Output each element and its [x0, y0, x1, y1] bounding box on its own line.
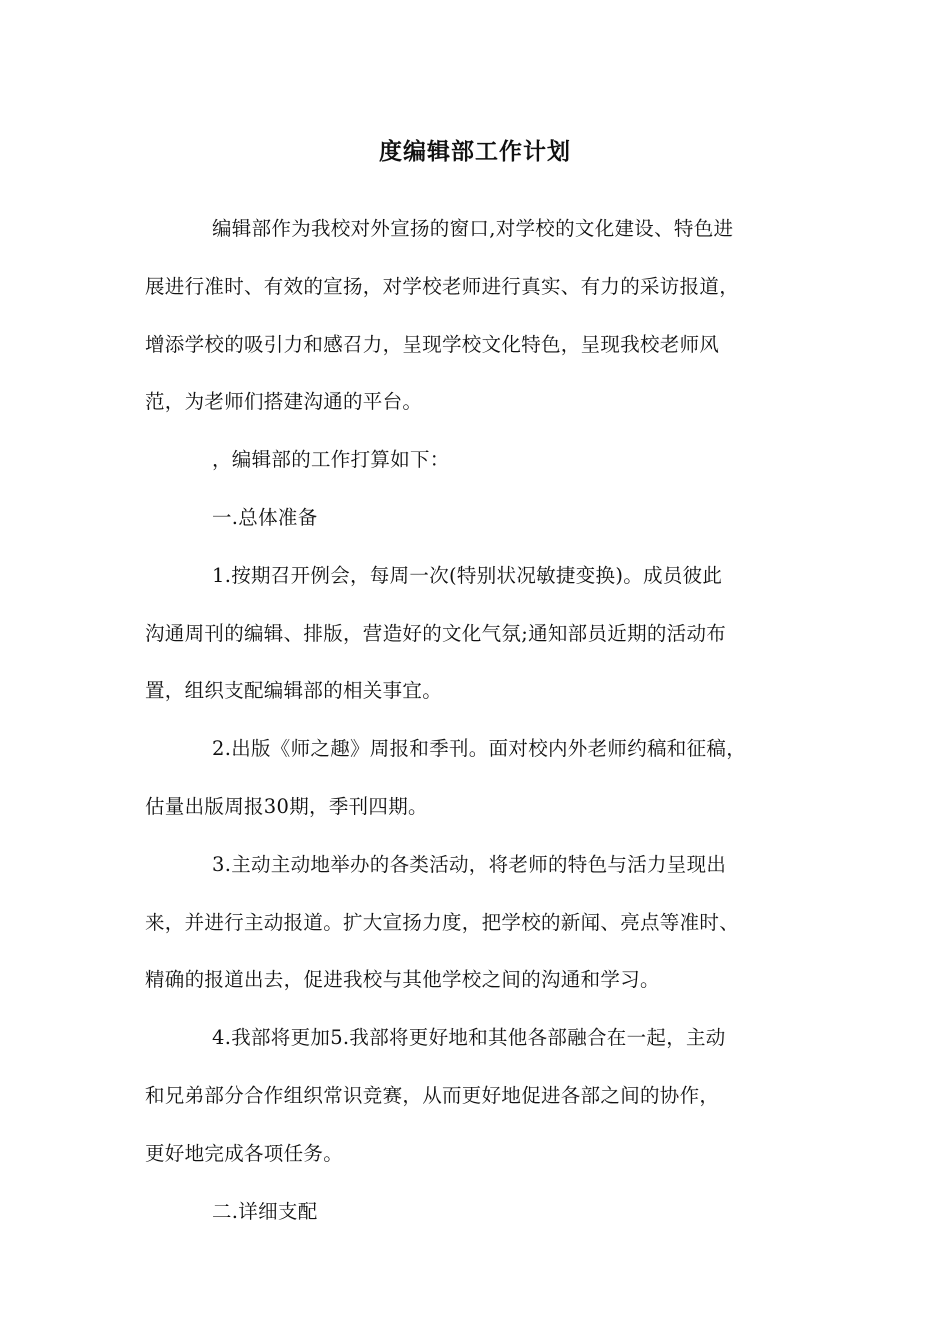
- list-item-3: [145, 836, 815, 1009]
- paragraph-line: 编辑部作为我校对外宣扬的窗口,对学校的文化建设、特色进: [212, 217, 734, 240]
- paragraph-line: 1.按期召开例会，每周一次(特别状况敏捷变换)。成员彼此: [212, 563, 723, 587]
- list-item-1: [145, 547, 815, 720]
- paragraph-line: 置，组织支配编辑部的相关事宜。: [145, 679, 443, 703]
- paragraph-line: 更好地完成各项任务。: [145, 1141, 344, 1165]
- paragraph-line: 增添学校的吸引力和感召力，呈现学校文化特色，呈现我校老师风: [145, 332, 720, 356]
- paragraph-line: ，编辑部的工作打算如下：: [212, 448, 450, 472]
- paragraph-line: 展进行准时、有效的宣扬，对学校老师进行真实、有力的采访报道，: [145, 274, 740, 298]
- paragraph-intro: [145, 200, 815, 431]
- paragraph-line: 4.我部将更加5.我部将更好地和其他各部融合在一起，主动: [212, 1026, 726, 1050]
- document-title: 度编辑部工作计划: [379, 139, 571, 165]
- section-heading-text: 二.详细支配: [212, 1199, 318, 1223]
- paragraph-line: 来，并进行主动报道。扩大宣扬力度，把学校的新闻、亮点等准时、: [145, 910, 740, 934]
- document-body: [145, 200, 815, 1240]
- section-heading-detail: [145, 1183, 815, 1241]
- paragraph-plan-lead: [145, 431, 815, 489]
- paragraph-line: 估量出版周报30期，季刊四期。: [145, 794, 428, 818]
- paragraph-line: 2.出版《师之趣》周报和季刊。面对校内外老师约稿和征稿，: [212, 737, 747, 761]
- paragraph-line: 沟通周刊的编辑、排版，营造好的文化气氛;通知部员近期的活动布: [145, 621, 727, 645]
- paragraph-line: 范，为老师们搭建沟通的平台。: [145, 390, 423, 414]
- paragraph-line: 3.主动主动地举办的各类活动，将老师的特色与活力呈现出: [212, 852, 727, 876]
- list-item-4: [145, 1009, 815, 1182]
- paragraph-line: 和兄弟部分合作组织常识竞赛，从而更好地促进各部之间的协作，: [145, 1083, 720, 1107]
- section-heading-overall: [145, 489, 815, 547]
- section-heading-text: 一.总体准备: [212, 505, 318, 529]
- list-item-2: [145, 720, 815, 836]
- paragraph-line: 精确的报道出去，促进我校与其他学校之间的沟通和学习。: [145, 968, 660, 992]
